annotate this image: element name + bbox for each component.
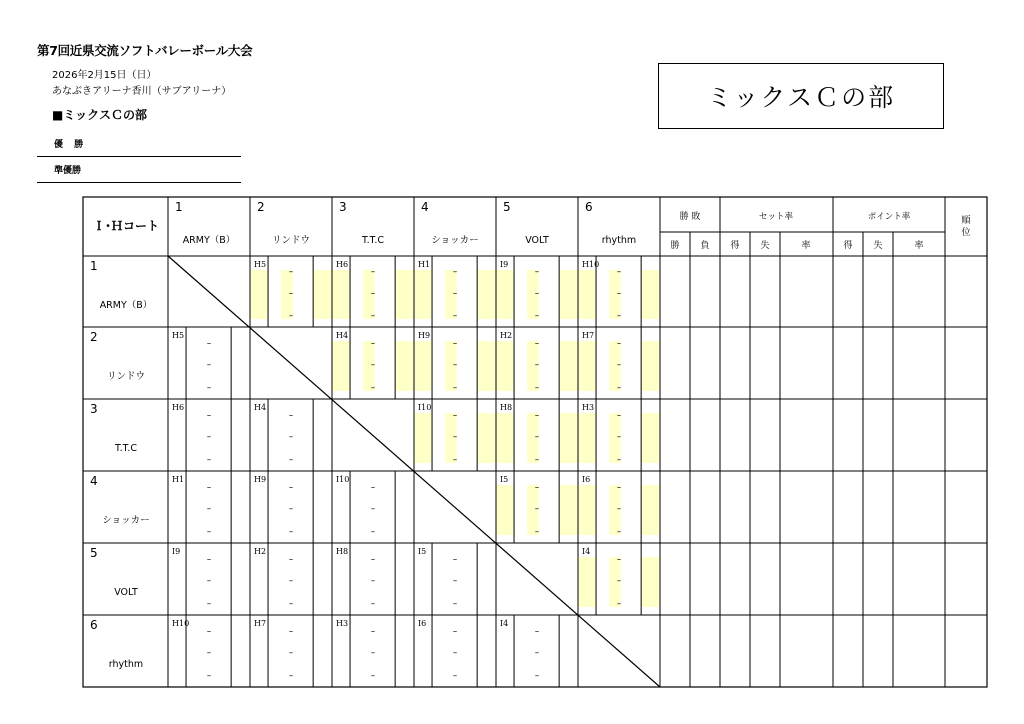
match-code: H5 [172, 331, 185, 340]
score-dash: – [370, 338, 376, 349]
score-highlight [332, 341, 350, 391]
match-code: H8 [500, 403, 513, 412]
score-highlight [414, 413, 432, 463]
tournament-date: 2026年2月15日（日） [52, 70, 157, 81]
score-dash: – [288, 267, 294, 278]
score-dash: – [288, 410, 294, 421]
runner-up-label: 準優勝 [54, 166, 82, 176]
score-dash: – [616, 576, 622, 586]
score-dash: – [452, 383, 458, 394]
row-team-number: 4 [90, 474, 98, 488]
match-code: H9 [254, 475, 267, 484]
score-dash: – [370, 267, 376, 278]
score-dash: – [534, 311, 540, 322]
score-dash: – [452, 267, 458, 278]
score-highlight [641, 341, 659, 391]
score-dash: – [288, 648, 294, 658]
score-highlight [496, 341, 514, 391]
score-dash: – [534, 482, 540, 493]
score-dash: – [534, 504, 540, 514]
score-highlight [559, 270, 577, 319]
loss-header: 負 [700, 241, 710, 251]
score-dash: – [452, 311, 458, 322]
match-code: I4 [582, 547, 591, 556]
score-highlight [641, 557, 659, 607]
column-team-name: rhythm [601, 235, 637, 246]
match-code: H2 [500, 331, 513, 340]
score-dash: – [370, 648, 376, 658]
score-dash: – [206, 504, 212, 514]
score-dash: – [206, 648, 212, 658]
winloss-header: 勝 敗 [679, 212, 701, 222]
score-dash: – [616, 482, 622, 493]
score-dash: – [288, 432, 294, 442]
score-dash: – [616, 410, 622, 421]
score-dash: – [534, 626, 540, 637]
score-highlight [559, 341, 577, 391]
match-code: I6 [582, 475, 591, 484]
tournament-title: 第7回近県交流ソフトバレーボール大会 [37, 43, 253, 58]
match-code: H6 [172, 403, 185, 412]
score-dash: – [616, 554, 622, 565]
score-dash: – [452, 648, 458, 658]
column-team-name: ショッカー [431, 235, 479, 246]
score-dash: – [288, 576, 294, 586]
score-dash: – [534, 648, 540, 658]
score-dash: – [288, 504, 294, 514]
column-team-number: 6 [585, 200, 593, 214]
column-team-number: 4 [421, 200, 429, 214]
score-dash: – [616, 599, 622, 610]
score-highlight [559, 485, 577, 535]
score-dash: – [452, 410, 458, 421]
score-dash: – [370, 311, 376, 322]
match-code: I9 [172, 547, 181, 556]
score-dash: – [534, 432, 540, 442]
score-dash: – [206, 410, 212, 421]
score-dash: – [288, 626, 294, 637]
score-dash: – [206, 432, 212, 442]
score-dash: – [452, 599, 458, 610]
score-dash: – [616, 338, 622, 349]
score-highlight [395, 341, 413, 391]
match-code: H1 [418, 260, 431, 269]
point-rate-header: ポイント率 [867, 212, 911, 222]
score-dash: – [616, 288, 622, 299]
match-code: H7 [582, 331, 595, 340]
column-team-number: 3 [339, 200, 347, 214]
score-highlight [477, 341, 495, 391]
score-dash: – [534, 527, 540, 538]
score-highlight [250, 270, 268, 319]
score-highlight [578, 557, 596, 607]
score-dash: – [534, 671, 540, 682]
match-code: H3 [336, 619, 349, 628]
score-highlight [578, 270, 596, 319]
row-team-name: リンドウ [106, 371, 146, 382]
score-dash: – [534, 360, 540, 370]
score-dash: – [288, 554, 294, 565]
win-header: 勝 [670, 241, 680, 251]
column-team-name: T.T.C [361, 235, 385, 246]
score-highlight [395, 270, 413, 319]
score-dash: – [370, 554, 376, 565]
row-team-name: ショッカー [102, 515, 150, 526]
score-highlight [313, 270, 331, 319]
score-highlight [332, 270, 350, 319]
score-dash: – [616, 311, 622, 322]
column-team-name: リンドウ [271, 235, 311, 246]
row-team-name: rhythm [108, 659, 144, 670]
score-dash: – [616, 455, 622, 466]
score-highlight [496, 270, 514, 319]
score-dash: – [288, 599, 294, 610]
column-team-name: ARMY（B） [182, 235, 236, 246]
score-dash: – [370, 671, 376, 682]
score-dash: – [534, 288, 540, 299]
match-code: H1 [172, 475, 185, 484]
match-code: H2 [254, 547, 267, 556]
set-rate-header: セット率 [758, 212, 794, 222]
score-dash: – [206, 383, 212, 394]
score-dash: – [288, 482, 294, 493]
score-highlight [477, 413, 495, 463]
score-dash: – [616, 267, 622, 278]
set-lose-header: 失 [760, 241, 770, 251]
score-dash: – [288, 288, 294, 299]
row-team-number: 1 [90, 259, 98, 273]
score-highlight [559, 413, 577, 463]
score-dash: – [370, 383, 376, 394]
tournament-venue: あなぶきアリーナ香川（サブアリーナ） [52, 86, 232, 97]
score-dash: – [534, 383, 540, 394]
score-dash: – [206, 482, 212, 493]
match-code: I5 [418, 547, 427, 556]
score-dash: – [206, 527, 212, 538]
rank-header: 順 [961, 216, 971, 226]
score-dash: – [206, 626, 212, 637]
rank-header: 位 [961, 228, 971, 238]
row-team-name: T.T.C [114, 443, 138, 454]
score-dash: – [452, 455, 458, 466]
score-highlight [414, 270, 432, 319]
score-highlight [496, 413, 514, 463]
score-dash: – [206, 360, 212, 370]
score-dash: – [534, 455, 540, 466]
score-dash: – [370, 360, 376, 370]
row-team-number: 3 [90, 402, 98, 416]
division-label: ■ミックスＣの部 [52, 108, 147, 122]
score-dash: – [452, 626, 458, 637]
score-dash: – [370, 504, 376, 514]
score-dash: – [288, 527, 294, 538]
column-team-number: 1 [175, 200, 183, 214]
score-highlight [641, 413, 659, 463]
row-team-number: 6 [90, 618, 98, 632]
score-dash: – [370, 288, 376, 299]
match-code: H10 [582, 260, 600, 269]
match-code: H8 [336, 547, 349, 556]
row-team-name: ARMY（B） [99, 300, 153, 311]
column-team-name: VOLT [525, 235, 549, 246]
score-highlight [496, 485, 514, 535]
score-dash: – [534, 410, 540, 421]
score-dash: – [206, 576, 212, 586]
match-code: H9 [418, 331, 431, 340]
score-dash: – [616, 360, 622, 370]
row-team-number: 5 [90, 546, 98, 560]
score-dash: – [370, 482, 376, 493]
score-dash: – [288, 671, 294, 682]
score-dash: – [206, 338, 212, 349]
score-dash: – [288, 311, 294, 322]
score-dash: – [452, 576, 458, 586]
column-team-number: 5 [503, 200, 511, 214]
score-dash: – [534, 338, 540, 349]
point-gain-header: 得 [843, 241, 853, 251]
point-lose-header: 失 [873, 241, 883, 251]
score-dash: – [370, 599, 376, 610]
match-code: H3 [582, 403, 595, 412]
score-dash: – [452, 671, 458, 682]
winner-label: 優 勝 [54, 140, 88, 150]
score-dash: – [452, 554, 458, 565]
match-code: I4 [500, 619, 509, 628]
score-dash: – [370, 626, 376, 637]
score-dash: – [452, 338, 458, 349]
score-dash: – [206, 599, 212, 610]
match-code: I5 [500, 475, 509, 484]
point-rate-col-header: 率 [914, 241, 924, 251]
score-dash: – [370, 576, 376, 586]
score-dash: – [616, 527, 622, 538]
score-dash: – [616, 383, 622, 394]
match-code: I9 [500, 260, 509, 269]
score-highlight [578, 485, 596, 535]
match-code: H4 [254, 403, 267, 412]
match-code: I10 [336, 475, 350, 484]
score-dash: – [206, 455, 212, 466]
score-highlight [578, 341, 596, 391]
score-highlight [578, 413, 596, 463]
score-dash: – [616, 504, 622, 514]
score-dash: – [534, 267, 540, 278]
score-dash: – [206, 554, 212, 565]
division-title-box: ミックスＣの部 [658, 63, 944, 129]
match-code: H6 [336, 260, 349, 269]
score-dash: – [288, 455, 294, 466]
set-gain-header: 得 [730, 241, 740, 251]
score-highlight [414, 341, 432, 391]
column-team-number: 2 [257, 200, 265, 214]
score-highlight [641, 270, 659, 319]
row-team-name: VOLT [114, 587, 138, 598]
score-dash: – [452, 360, 458, 370]
match-code: I6 [418, 619, 427, 628]
set-rate-col-header: 率 [801, 241, 811, 251]
row-team-number: 2 [90, 330, 98, 344]
score-dash: – [370, 527, 376, 538]
score-highlight [641, 485, 659, 535]
score-dash: – [616, 432, 622, 442]
score-highlight [477, 270, 495, 319]
match-code: H4 [336, 331, 349, 340]
match-code: H7 [254, 619, 267, 628]
score-dash: – [452, 432, 458, 442]
score-dash: – [206, 671, 212, 682]
court-label: Ｉ･Ｈコート [92, 219, 160, 233]
match-code: I10 [418, 403, 432, 412]
score-dash: – [452, 288, 458, 299]
match-code: H5 [254, 260, 267, 269]
match-code: H10 [172, 619, 190, 628]
